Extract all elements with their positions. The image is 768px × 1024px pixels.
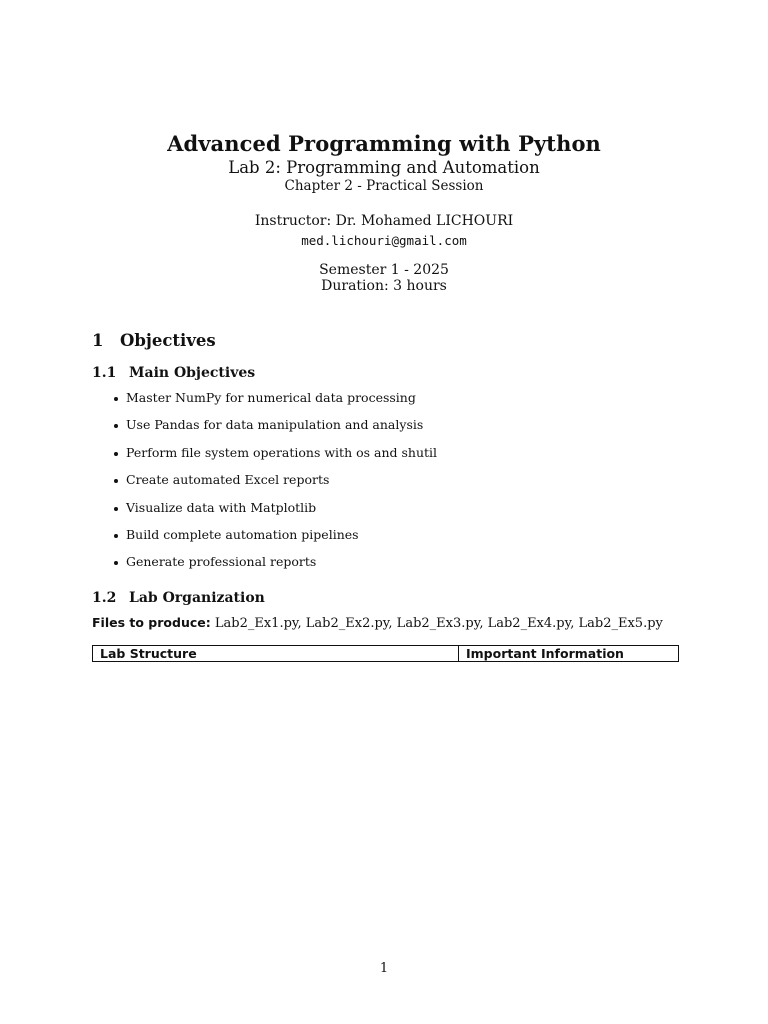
list-item: Master NumPy for numerical data processing [112,390,437,417]
subsection-heading-lab-organization [92,590,265,606]
list-item: Create automated Excel reports [112,472,437,499]
subsection-number: 1.2 [92,590,117,606]
section-number: 1 [92,331,104,350]
section-title: Objectives [120,331,216,350]
list-item: Generate professional reports [112,554,437,581]
list-item: Use Pandas for data manipulation and analysis [112,417,437,444]
chapter-label: Chapter 2 - Practical Session [284,178,484,194]
subsection-title: Lab Organization [129,590,265,606]
files-value: Lab2_Ex1.py, Lab2_Ex2.py, Lab2_Ex3.py, Lab2_Ex4.py, Lab2_Ex5.py [214,616,663,631]
document-subtitle: Lab 2: Programming and Automation [228,158,540,177]
instructor-email[interactable]: med.lichouri@gmail.com [301,233,467,248]
objectives-list [112,390,437,582]
semester-line: Semester 1 - 2025 [319,262,449,278]
list-item: Visualize data with Matplotlib [112,500,437,527]
instructor-line: Instructor: Dr. Mohamed LICHOURI [254,213,514,229]
duration-line: Duration: 3 hours [321,278,447,294]
subsection-heading-main-objectives [92,365,255,381]
section-heading-objectives [92,331,216,350]
files-label: Files to produce: [92,615,211,630]
document-title: Advanced Programming with Python [167,131,601,156]
subsection-number: 1.1 [92,365,117,381]
files-to-produce [92,615,663,631]
subsection-title: Main Objectives [129,365,256,381]
table-header-lab-structure: Lab Structure [93,646,459,661]
lab-organization-table [92,645,679,662]
list-item: Perform file system operations with os and shutil [112,445,437,472]
page-number: 1 [379,961,389,976]
list-item: Build complete automation pipelines [112,527,437,554]
table-header-important-information: Important Information [466,646,624,661]
